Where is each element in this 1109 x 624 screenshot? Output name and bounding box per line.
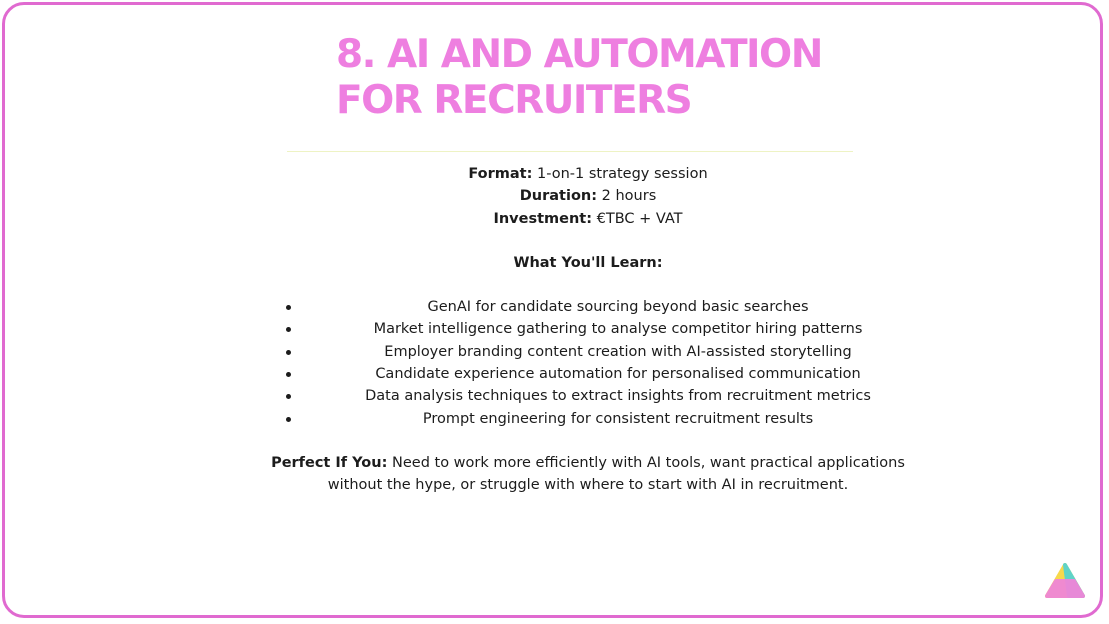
title-line-1: 8. AI AND AUTOMATION xyxy=(336,32,822,77)
list-item: Candidate experience automation for personalised communication xyxy=(240,363,936,385)
investment-label: Investment: xyxy=(493,210,593,227)
divider xyxy=(287,151,853,152)
page-title xyxy=(336,32,822,124)
investment-value: €TBC + VAT xyxy=(596,210,683,227)
perfect-text: Need to work more efficiently with AI tools, want practical applications without the hype, or struggle with where to start with AI in recruitment. xyxy=(327,454,905,494)
title-line-2: FOR RECRUITERS xyxy=(336,78,692,123)
duration-value: 2 hours xyxy=(601,188,657,205)
list-item: Data analysis techniques to extract insights from recruitment metrics xyxy=(240,385,936,407)
duration-row xyxy=(240,185,936,207)
bullet-icon xyxy=(286,394,291,399)
investment-row xyxy=(240,208,936,230)
learn-list xyxy=(240,296,936,430)
format-value: 1-on-1 strategy session xyxy=(537,166,708,182)
perfect-label: Perfect If You: xyxy=(271,454,388,471)
duration-label: Duration: xyxy=(519,188,598,205)
bullet-icon xyxy=(286,305,291,310)
triangle-logo-icon xyxy=(1045,563,1085,599)
list-item: Market intelligence gathering to analyse competitor hiring patterns xyxy=(240,318,936,340)
list-item: Prompt engineering for consistent recruitment results xyxy=(240,408,936,430)
bullet-icon xyxy=(286,417,291,422)
bullet-icon xyxy=(286,327,291,332)
list-item: Employer branding content creation with AI-assisted storytelling xyxy=(240,341,936,363)
format-row xyxy=(240,163,936,185)
bullet-icon xyxy=(286,350,291,355)
learn-heading: What You'll Learn: xyxy=(513,254,663,271)
course-details xyxy=(240,163,936,497)
bullet-icon xyxy=(286,372,291,377)
list-item: GenAI for candidate sourcing beyond basic searches xyxy=(240,296,936,318)
perfect-if-you xyxy=(240,452,936,497)
format-label: Format: xyxy=(468,166,533,182)
